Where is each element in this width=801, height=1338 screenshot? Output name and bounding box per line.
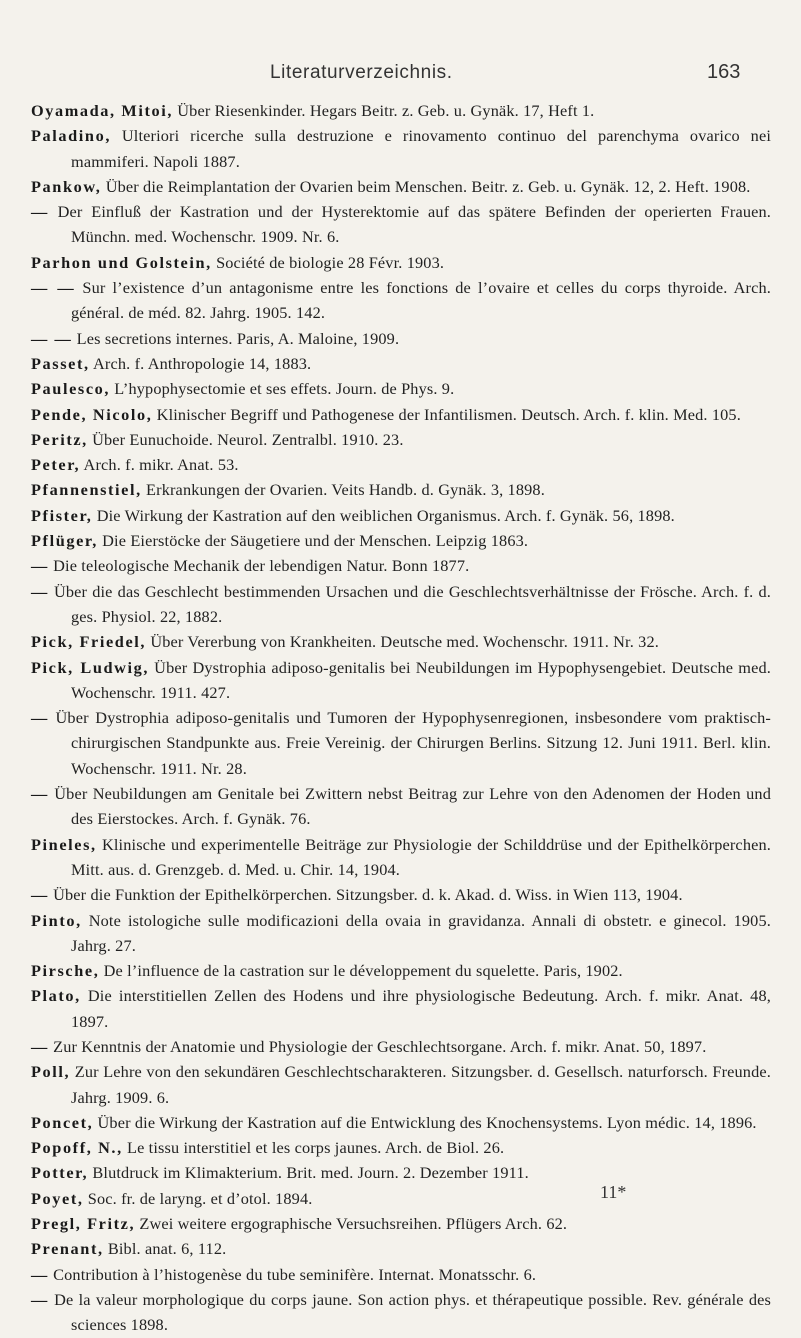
bibliography-entry xyxy=(31,528,771,553)
bibliography-entry xyxy=(31,781,771,832)
entry-citation: Über Neubildungen am Genitale bei Zwittern nebst Beitrag zur Lehre von den Adenomen der Hoden und des Eierstockes. Arch. f. Gynäk. 76. xyxy=(48,784,771,829)
entry-citation: De l’influence de la castration sur le développement du squelette. Paris, 1902. xyxy=(99,961,623,981)
entry-author: Pregl, Fritz, xyxy=(31,1214,136,1234)
bibliography-entry xyxy=(31,98,771,123)
entry-author: Pineles, xyxy=(31,834,97,854)
entry-citation: Sur l’existence d’un antagonisme entre les fonctions de l’ovaire et celles du corps thyroide. Arch. général. de méd. 82. Jahrg. 1905. 142. xyxy=(71,278,772,323)
bibliography-entry xyxy=(31,1034,771,1059)
bibliography-entry xyxy=(31,705,771,781)
entry-citation: Zwei weitere ergographische Versuchsreihen. Pflügers Arch. 62. xyxy=(135,1214,568,1234)
entry-author: Poll, xyxy=(31,1062,71,1082)
entry-citation: Über Riesenkinder. Hegars Beitr. z. Geb. u. Gynäk. 17, Heft 1. xyxy=(173,101,595,120)
bibliography-entry xyxy=(31,579,771,630)
entry-author: Paladino, xyxy=(31,126,111,146)
bibliography-entry xyxy=(31,832,771,883)
entry-author: Pflüger, xyxy=(31,531,98,551)
entry-citation: Über Dystrophia adiposo-genitalis und Tumoren der Hypophysenregionen, insbesondere vom praktisch-chirurgischen Standpunkte aus. Freie Vereinig. der Chirurgen Berlins. Sitzung 12. Juni 1911. Berl. klin. Wochenschr. 1911. Nr. 28. xyxy=(48,708,771,778)
entry-citation: Über die Wirkung der Kastration auf die Entwicklung des Knochensystems. Lyon médic. 14, 1896. xyxy=(93,1112,757,1132)
entry-author: Pinto, xyxy=(31,910,82,930)
entry-author: — xyxy=(31,581,49,601)
bibliography-entry xyxy=(31,1287,771,1338)
bibliography-entry xyxy=(31,402,771,427)
entry-citation: Die teleologische Mechanik der lebendigen Natur. Bonn 1877. xyxy=(48,556,470,576)
bibliography-entry xyxy=(31,882,771,907)
entry-citation: De la valeur morphologique du corps jaune. Son action phys. et thérapeutique possible. Rev. générale des sciences 1898. xyxy=(48,1289,771,1335)
page-number: 163 xyxy=(707,61,741,83)
entry-author: Pankow, xyxy=(31,176,102,196)
entry-author: — xyxy=(31,784,49,804)
entry-citation: Le tissu interstitiel et les corps jaunes. Arch. de Biol. 26. xyxy=(122,1138,505,1158)
bibliography-entry xyxy=(31,1211,771,1236)
bibliography-entry xyxy=(31,655,771,706)
entry-author: — xyxy=(31,885,49,905)
entry-citation: Über Dystrophia adiposo-genitalis bei Neubildungen im Hypophysengebiet. Deutsche med. Wochenschr. 1911. 427. xyxy=(71,657,771,702)
bibliography-entry xyxy=(31,351,771,376)
entry-author: — xyxy=(31,1264,49,1284)
bibliography-entry xyxy=(31,1236,771,1261)
entry-author: Passet, xyxy=(31,353,90,373)
entry-citation: Ulteriori ricerche sulla destruzione e rinovamento continuo del parenchyma ovarico nei mammiferi. Napoli 1887. xyxy=(71,126,771,171)
bibliography-entry xyxy=(31,376,771,401)
entry-citation: Zur Lehre von den sekundären Geschlechtscharakteren. Sitzungsber. d. Gesellsch. naturforsch. Freunde. Jahrg. 1909. 6. xyxy=(70,1062,771,1107)
entry-author: — xyxy=(31,202,49,222)
bibliography-entry xyxy=(31,1059,771,1110)
entry-citation: Klinische und experimentelle Beiträge zur Physiologie der Schilddrüse und der Epithelkörperchen. Mitt. aus. d. Grenzgeb. d. Med. u. Chir. 14, 1904. xyxy=(71,834,771,879)
bibliography-entry xyxy=(31,452,771,477)
entry-author: Oyamada, Mitoi, xyxy=(31,101,174,120)
printer-signature: 11* xyxy=(600,1182,627,1202)
entry-citation: Arch. f. mikr. Anat. 53. xyxy=(80,455,239,475)
entry-author: — — xyxy=(31,328,73,348)
entry-citation: Soc. fr. de laryng. et d’otol. 1894. xyxy=(83,1188,313,1208)
entry-author: Parhon und Golstein, xyxy=(31,252,212,272)
entry-citation: Über die das Geschlecht bestimmenden Ursachen und die Geschlechtsverhältnisse der Frösche. Arch. f. d. ges. Physiol. 22, 1882. xyxy=(48,581,771,626)
entry-citation: Les secretions internes. Paris, A. Maloine, 1909. xyxy=(72,328,400,348)
entry-citation: Bibl. anat. 6, 112. xyxy=(103,1239,227,1259)
bibliography-entry xyxy=(31,427,771,452)
bibliography-entry xyxy=(31,908,771,959)
bibliography-entry xyxy=(31,275,771,326)
bibliography-entry xyxy=(31,1262,771,1287)
entry-author: Plato, xyxy=(31,986,81,1006)
bibliography-entry xyxy=(31,326,771,351)
bibliography-entry xyxy=(31,503,771,528)
entry-citation: Die interstitiellen Zellen des Hodens und ihre physiologische Bedeutung. Arch. f. mikr. Anat. 48, 1897. xyxy=(71,986,771,1031)
entry-author: Pirsche, xyxy=(31,961,100,981)
bibliography-entry xyxy=(31,250,771,275)
running-title: Literaturverzeichnis. xyxy=(270,62,453,83)
entry-author: — xyxy=(31,556,49,576)
entry-author: — — xyxy=(31,278,76,298)
entry-citation: Klinischer Begriff und Pathogenese der Infantilismen. Deutsch. Arch. f. klin. Med. 105. xyxy=(152,404,741,424)
bibliography-entry xyxy=(31,174,771,199)
entry-author: Potter, xyxy=(31,1163,89,1183)
bibliography-entry xyxy=(31,983,771,1034)
entry-citation: Arch. f. Anthropologie 14, 1883. xyxy=(89,353,312,373)
entry-author: — xyxy=(31,1036,49,1056)
bibliography-entry xyxy=(31,1135,771,1160)
bibliography-entry xyxy=(31,199,771,250)
entry-citation: Erkrankungen der Ovarien. Veits Handb. d. Gynäk. 3, 1898. xyxy=(141,480,545,500)
entry-citation: L’hypophysectomie et ses effets. Journ. de Phys. 9. xyxy=(110,379,455,399)
entry-author: Pick, Friedel, xyxy=(31,632,147,652)
entry-author: Peter, xyxy=(31,455,81,475)
entry-author: Pfister, xyxy=(31,505,93,525)
bibliography-entry xyxy=(31,1160,771,1185)
entry-citation: Über Vererbung von Krankheiten. Deutsche med. Wochenschr. 1911. Nr. 32. xyxy=(146,632,659,652)
bibliography-entry xyxy=(31,123,771,174)
bibliography-entry xyxy=(31,629,771,654)
bibliography-list xyxy=(31,98,771,1338)
entry-author: Prenant, xyxy=(31,1239,104,1259)
entry-citation: Die Wirkung der Kastration auf den weiblichen Organismus. Arch. f. Gynäk. 56, 1898. xyxy=(92,505,675,525)
entry-author: — xyxy=(31,1289,49,1309)
bibliography-entry xyxy=(31,1110,771,1135)
entry-citation: Der Einfluß der Kastration und der Hysterektomie auf das spätere Befinden der operierten Frauen. Münchn. med. Wochenschr. 1909. Nr. 6. xyxy=(48,202,771,247)
bibliography-entry xyxy=(31,477,771,502)
entry-author: Poyet, xyxy=(31,1188,84,1208)
entry-author: Paulesco, xyxy=(31,379,111,399)
entry-citation: Über die Reimplantation der Ovarien beim Menschen. Beitr. z. Geb. u. Gynäk. 12, 2. Heft. 1908. xyxy=(101,176,751,196)
bibliography-entry xyxy=(31,1186,771,1211)
entry-author: Pick, Ludwig, xyxy=(31,657,150,677)
entry-citation: Contribution à l’histogenèse du tube seminifère. Internat. Monatsschr. 6. xyxy=(48,1264,537,1284)
entry-author: Peritz, xyxy=(31,429,88,449)
entry-citation: Die Eierstöcke der Säugetiere und der Menschen. Leipzig 1863. xyxy=(97,531,529,551)
bibliography-entry xyxy=(31,958,771,983)
entry-author: Poncet, xyxy=(31,1112,94,1132)
entry-author: — xyxy=(31,708,49,728)
entry-citation: Über die Funktion der Epithelkörperchen. Sitzungsber. d. k. Akad. d. Wiss. in Wien 113, 1904. xyxy=(48,885,683,905)
entry-citation: Blutdruck im Klimakterium. Brit. med. Journ. 2. Dezember 1911. xyxy=(88,1163,529,1183)
entry-author: Pfannenstiel, xyxy=(31,480,142,500)
entry-author: Pende, Nicolo, xyxy=(31,404,153,424)
bibliography-entry xyxy=(31,553,771,578)
entry-citation: Zur Kenntnis der Anatomie und Physiologie der Geschlechtsorgane. Arch. f. mikr. Anat. 50, 1897. xyxy=(48,1036,707,1056)
entry-author: Popoff, N., xyxy=(31,1138,123,1158)
entry-citation: Société de biologie 28 Févr. 1903. xyxy=(211,252,445,272)
entry-citation: Note istologiche sulle modificazioni della ovaia in gravidanza. Annali di obstetr. e ginecol. 1905. Jahrg. 27. xyxy=(71,910,771,955)
entry-citation: Über Eunuchoide. Neurol. Zentralbl. 1910. 23. xyxy=(87,429,404,449)
